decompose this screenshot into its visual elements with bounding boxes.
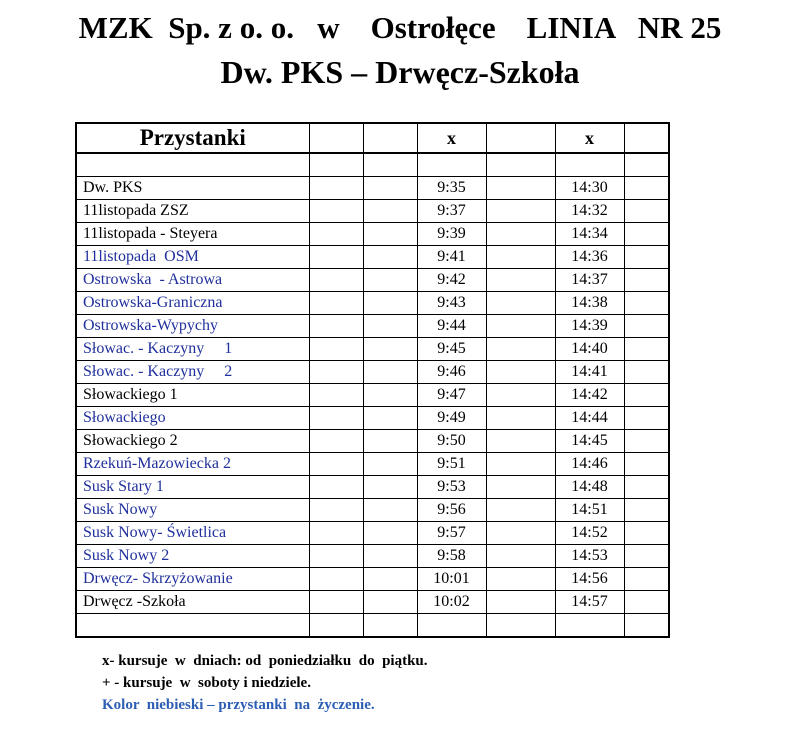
empty-cell (624, 315, 669, 338)
departure-time-2: 14:40 (555, 338, 624, 361)
departure-time-2: 14:38 (555, 292, 624, 315)
timetable (75, 122, 670, 638)
departure-time-2: 14:57 (555, 591, 624, 614)
stop-name: Słowac. - Kaczyny 2 (76, 361, 309, 384)
empty-cell (624, 246, 669, 269)
table-row (76, 430, 669, 453)
table-row (76, 522, 669, 545)
empty-cell (363, 246, 417, 269)
header-col-7 (624, 123, 669, 153)
empty-cell (309, 407, 363, 430)
empty-cell (486, 499, 555, 522)
stop-name: 11listopada OSM (76, 246, 309, 269)
departure-time-2: 14:45 (555, 430, 624, 453)
departure-time-1: 9:47 (417, 384, 486, 407)
table-row (76, 223, 669, 246)
empty-cell (624, 407, 669, 430)
empty-cell (363, 476, 417, 499)
empty-cell (309, 246, 363, 269)
departure-time-2: 14:32 (555, 200, 624, 223)
stop-name: Ostrowska-Wypychy (76, 315, 309, 338)
legend-weekends: + - kursuje w soboty i niedziele. (102, 675, 311, 691)
departure-time-1: 10:02 (417, 591, 486, 614)
departure-time-2: 14:36 (555, 246, 624, 269)
table-row (76, 476, 669, 499)
legend-request-stops: Kolor niebieski – przystanki na życzenie. (102, 697, 375, 713)
empty-cell (486, 476, 555, 499)
empty-cell (624, 384, 669, 407)
empty-cell (363, 499, 417, 522)
empty-cell (363, 315, 417, 338)
table-row (76, 545, 669, 568)
empty-cell (486, 177, 555, 200)
table-row (76, 591, 669, 614)
departure-time-2: 14:52 (555, 522, 624, 545)
empty-cell (309, 476, 363, 499)
departure-time-1: 9:37 (417, 200, 486, 223)
departure-time-1: 9:57 (417, 522, 486, 545)
empty-cell (624, 568, 669, 591)
stop-name: 11listopada ZSZ (76, 200, 309, 223)
header-col-5 (486, 123, 555, 153)
empty-cell (624, 476, 669, 499)
table-row (76, 384, 669, 407)
empty-cell (624, 292, 669, 315)
departure-time-2: 14:48 (555, 476, 624, 499)
stop-name: Susk Stary 1 (76, 476, 309, 499)
stop-name: Drwęcz -Szkoła (76, 591, 309, 614)
departure-time-2: 14:37 (555, 269, 624, 292)
empty-cell (309, 292, 363, 315)
blank-row-top (76, 153, 669, 177)
empty-cell (624, 200, 669, 223)
departure-time-1: 9:49 (417, 407, 486, 430)
stop-name: Ostrowska - Astrowa (76, 269, 309, 292)
empty-cell (624, 499, 669, 522)
table-row (76, 338, 669, 361)
legend-weekdays: x- kursuje w dniach: od poniedziałku do piątku. (102, 653, 428, 669)
empty-cell (486, 292, 555, 315)
empty-cell (624, 522, 669, 545)
stop-name: Susk Nowy 2 (76, 545, 309, 568)
stop-name: Słowackiego (76, 407, 309, 430)
empty-cell (486, 453, 555, 476)
empty-cell (486, 315, 555, 338)
empty-cell (624, 545, 669, 568)
empty-cell (309, 430, 363, 453)
blank-row-bottom (76, 614, 669, 638)
departure-time-2: 14:41 (555, 361, 624, 384)
stop-name: Drwęcz- Skrzyżowanie (76, 568, 309, 591)
empty-cell (486, 269, 555, 292)
stop-name: 11listopada - Steyera (76, 223, 309, 246)
departure-time-2: 14:51 (555, 499, 624, 522)
empty-cell (309, 453, 363, 476)
empty-cell (309, 591, 363, 614)
empty-cell (309, 522, 363, 545)
table-row (76, 177, 669, 200)
empty-cell (309, 384, 363, 407)
departure-time-1: 9:45 (417, 338, 486, 361)
departure-time-2: 14:42 (555, 384, 624, 407)
header-col-2 (309, 123, 363, 153)
empty-cell (624, 430, 669, 453)
header-col-6: x (555, 123, 624, 153)
empty-cell (363, 430, 417, 453)
header-col-4: x (417, 123, 486, 153)
departure-time-2: 14:44 (555, 407, 624, 430)
table-row (76, 246, 669, 269)
empty-cell (363, 522, 417, 545)
empty-cell (363, 591, 417, 614)
empty-cell (309, 568, 363, 591)
departure-time-1: 9:44 (417, 315, 486, 338)
departure-time-1: 9:51 (417, 453, 486, 476)
empty-cell (486, 384, 555, 407)
stop-name: Ostrowska-Graniczna (76, 292, 309, 315)
route-title: Dw. PKS – Drwęcz-Szkoła (220, 54, 580, 90)
stop-name: Rzekuń-Mazowiecka 2 (76, 453, 309, 476)
departure-time-1: 10:01 (417, 568, 486, 591)
empty-cell (309, 200, 363, 223)
stop-name: Słowackiego 2 (76, 430, 309, 453)
empty-cell (486, 568, 555, 591)
header-row (76, 123, 669, 153)
departure-time-1: 9:53 (417, 476, 486, 499)
empty-cell (624, 453, 669, 476)
departure-time-1: 9:43 (417, 292, 486, 315)
departure-time-2: 14:30 (555, 177, 624, 200)
empty-cell (363, 338, 417, 361)
empty-cell (363, 269, 417, 292)
departure-time-2: 14:53 (555, 545, 624, 568)
empty-cell (309, 315, 363, 338)
stop-name: Dw. PKS (76, 177, 309, 200)
empty-cell (309, 545, 363, 568)
empty-cell (363, 177, 417, 200)
empty-cell (624, 591, 669, 614)
departure-time-2: 14:39 (555, 315, 624, 338)
empty-cell (486, 407, 555, 430)
empty-cell (486, 591, 555, 614)
empty-cell (309, 361, 363, 384)
departure-time-1: 9:35 (417, 177, 486, 200)
empty-cell (624, 223, 669, 246)
stop-name: Susk Nowy (76, 499, 309, 522)
stop-name: Słowac. - Kaczyny 1 (76, 338, 309, 361)
empty-cell (309, 269, 363, 292)
departure-time-1: 9:46 (417, 361, 486, 384)
timetable-title: MZK Sp. z o. o. w Ostrołęce LINIA NR 25 (78, 10, 722, 45)
departure-time-2: 14:34 (555, 223, 624, 246)
table-row (76, 292, 669, 315)
table-row (76, 499, 669, 522)
empty-cell (624, 269, 669, 292)
table-row (76, 407, 669, 430)
empty-cell (363, 568, 417, 591)
departure-time-2: 14:46 (555, 453, 624, 476)
table-row (76, 269, 669, 292)
empty-cell (486, 545, 555, 568)
table-row (76, 453, 669, 476)
departure-time-1: 9:42 (417, 269, 486, 292)
header-col-3 (363, 123, 417, 153)
departure-time-1: 9:56 (417, 499, 486, 522)
empty-cell (309, 223, 363, 246)
empty-cell (363, 292, 417, 315)
empty-cell (309, 499, 363, 522)
empty-cell (363, 453, 417, 476)
empty-cell (363, 200, 417, 223)
empty-cell (624, 361, 669, 384)
departure-time-1: 9:41 (417, 246, 486, 269)
departure-time-2: 14:56 (555, 568, 624, 591)
empty-cell (486, 338, 555, 361)
table-row (76, 568, 669, 591)
table-row (76, 200, 669, 223)
table-row (76, 361, 669, 384)
empty-cell (363, 361, 417, 384)
empty-cell (363, 384, 417, 407)
empty-cell (486, 200, 555, 223)
empty-cell (309, 177, 363, 200)
departure-time-1: 9:39 (417, 223, 486, 246)
table-row (76, 315, 669, 338)
empty-cell (486, 361, 555, 384)
empty-cell (624, 177, 669, 200)
header-stops: Przystanki (76, 123, 309, 153)
empty-cell (486, 246, 555, 269)
empty-cell (363, 545, 417, 568)
empty-cell (363, 223, 417, 246)
empty-cell (363, 407, 417, 430)
empty-cell (624, 338, 669, 361)
departure-time-1: 9:50 (417, 430, 486, 453)
empty-cell (486, 430, 555, 453)
stop-name: Susk Nowy- Świetlica (76, 522, 309, 545)
empty-cell (309, 338, 363, 361)
empty-cell (486, 223, 555, 246)
stop-name: Słowackiego 1 (76, 384, 309, 407)
departure-time-1: 9:58 (417, 545, 486, 568)
empty-cell (486, 522, 555, 545)
